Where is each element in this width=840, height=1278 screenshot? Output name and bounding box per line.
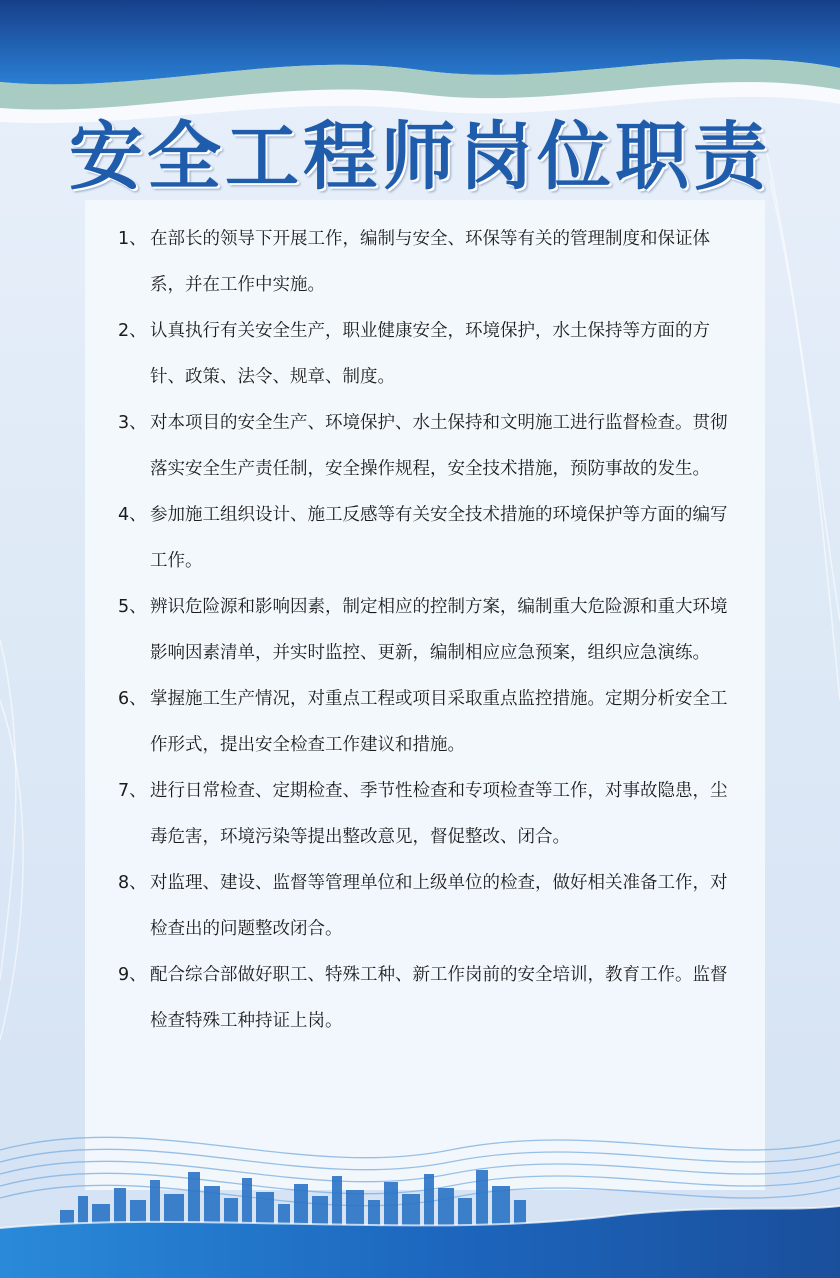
duty-text: 对监理、建设、监督等管理单位和上级单位的检查，做好相关准备工作，对检查出的问题整改闭合。	[150, 873, 728, 939]
duty-text: 在部长的领导下开展工作，编制与安全、环保等有关的管理制度和保证体系，并在工作中实施。	[150, 229, 710, 295]
duty-number: 5、	[118, 597, 147, 617]
duty-item-5	[118, 584, 730, 676]
duty-item-3	[118, 400, 730, 492]
duty-number: 7、	[118, 781, 147, 801]
duty-number: 3、	[118, 413, 147, 433]
duty-item-6	[118, 676, 730, 768]
duty-text: 辨识危险源和影响因素，制定相应的控制方案，编制重大危险源和重大环境影响因素清单，并实时监控、更新，编制相应应急预案，组织应急演练。	[150, 597, 728, 663]
duty-text: 进行日常检查、定期检查、季节性检查和专项检查等工作，对事故隐患，尘毒危害，环境污染等提出整改意见，督促整改、闭合。	[150, 781, 728, 847]
duty-text: 认真执行有关安全生产，职业健康安全，环境保护，水土保持等方面的方针、政策、法令、规章、制度。	[150, 321, 710, 387]
duty-number: 9、	[118, 965, 147, 985]
duty-text: 掌握施工生产情况，对重点工程或项目采取重点监控措施。定期分析安全工作形式，提出安全检查工作建议和措施。	[150, 689, 728, 755]
poster-title: 安全工程师岗位职责	[69, 114, 771, 200]
duty-item-4	[118, 492, 730, 584]
duty-item-8	[118, 860, 730, 952]
duty-list	[118, 216, 730, 1044]
duty-text: 对本项目的安全生产、环境保护、水土保持和文明施工进行监督检查。贯彻落实安全生产责任制，安全操作规程，安全技术措施，预防事故的发生。	[150, 413, 728, 479]
duty-number: 8、	[118, 873, 147, 893]
duty-item-2	[118, 308, 730, 400]
duty-number: 2、	[118, 321, 147, 341]
duty-number: 6、	[118, 689, 147, 709]
duty-text: 参加施工组织设计、施工反感等有关安全技术措施的环境保护等方面的编写工作。	[150, 505, 728, 571]
duty-item-7	[118, 768, 730, 860]
duty-item-9	[118, 952, 730, 1044]
duty-text: 配合综合部做好职工、特殊工种、新工作岗前的安全培训，教育工作。监督检查特殊工种持证上岗。	[150, 965, 728, 1031]
duty-number: 4、	[118, 505, 147, 525]
duty-number: 1、	[118, 229, 147, 249]
duty-item-1	[118, 216, 730, 308]
